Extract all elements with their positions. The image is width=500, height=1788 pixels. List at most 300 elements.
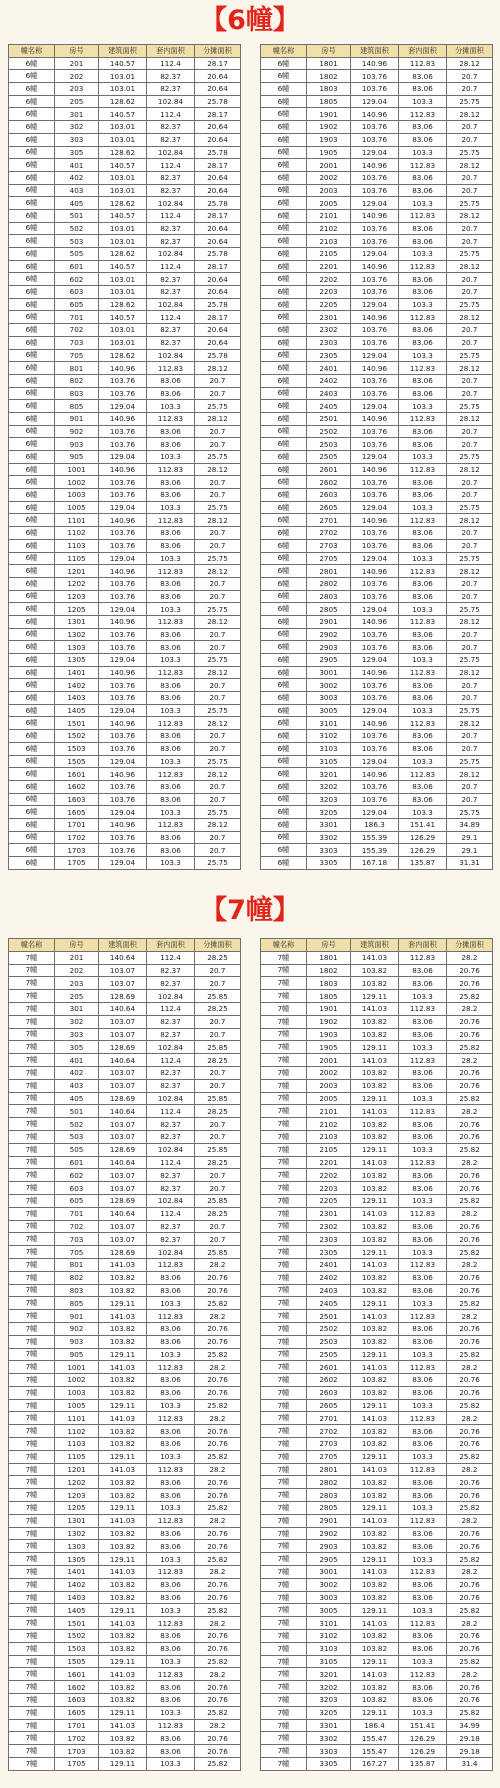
shared-area-cell: 25.78 [195, 95, 241, 108]
table-row [261, 704, 493, 717]
building-area-cell: 129.04 [351, 197, 399, 210]
table-row [9, 197, 241, 210]
shared-area-cell: 25.82 [447, 1041, 493, 1054]
table-row [261, 425, 493, 438]
inner-area-cell: 82.37 [147, 121, 195, 134]
column-header: 套内面积 [399, 939, 447, 952]
building-name-cell: 7幢 [261, 1297, 307, 1310]
building-area-cell: 103.82 [99, 1438, 147, 1451]
room-number-cell: 802 [55, 374, 99, 387]
shared-area-cell: 25.82 [447, 1399, 493, 1412]
room-number-cell: 3303 [307, 1745, 351, 1758]
building-area-cell: 140.64 [99, 1054, 147, 1067]
room-number-cell: 3002 [307, 679, 351, 692]
shared-area-cell: 28.17 [195, 57, 241, 70]
building-name-cell: 7幢 [9, 1322, 55, 1335]
shared-area-cell: 20.7 [447, 222, 493, 235]
shared-area-cell: 28.2 [447, 1258, 493, 1271]
building-name-cell: 7幢 [261, 977, 307, 990]
room-number-cell: 1502 [55, 730, 99, 743]
shared-area-cell: 20.76 [447, 1284, 493, 1297]
building-area-cell: 103.76 [351, 235, 399, 248]
table-row [9, 1489, 241, 1502]
table-row [9, 1553, 241, 1566]
building-area-cell: 141.03 [351, 1156, 399, 1169]
building-name-cell: 6幢 [9, 260, 55, 273]
room-number-cell: 1202 [55, 1476, 99, 1489]
building-area-cell: 103.07 [99, 1028, 147, 1041]
inner-area-cell: 102.84 [147, 1143, 195, 1156]
table-row [261, 1719, 493, 1732]
table-row [261, 412, 493, 425]
inner-area-cell: 112.4 [147, 260, 195, 273]
shared-area-cell: 25.78 [195, 146, 241, 159]
inner-area-cell: 83.06 [399, 577, 447, 590]
shared-area-cell: 20.76 [447, 1015, 493, 1028]
table-row [261, 197, 493, 210]
building-area-cell: 103.07 [99, 1066, 147, 1079]
table-row [9, 438, 241, 451]
table-row [261, 603, 493, 616]
shared-area-cell: 28.2 [447, 1514, 493, 1527]
inner-area-cell: 112.83 [147, 1719, 195, 1732]
room-number-cell: 202 [55, 70, 99, 83]
building-area-cell: 103.07 [99, 1079, 147, 1092]
room-number-cell: 2202 [307, 1169, 351, 1182]
building-name-cell: 7幢 [261, 1092, 307, 1105]
inner-area-cell: 82.37 [147, 133, 195, 146]
table-row [261, 1079, 493, 1092]
shared-area-cell: 20.76 [195, 1732, 241, 1745]
inner-area-cell: 83.06 [147, 374, 195, 387]
table-row [9, 1028, 241, 1041]
building-name-cell: 6幢 [261, 349, 307, 362]
building-name-cell: 7幢 [261, 1246, 307, 1259]
inner-area-cell: 82.37 [147, 1028, 195, 1041]
room-number-cell: 2502 [307, 425, 351, 438]
table-row [9, 1258, 241, 1271]
table-row [261, 1220, 493, 1233]
room-number-cell: 1202 [55, 577, 99, 590]
inner-area-cell: 83.06 [399, 1271, 447, 1284]
inner-area-cell: 103.3 [147, 1604, 195, 1617]
inner-area-cell: 103.3 [147, 1502, 195, 1515]
room-number-cell: 1401 [55, 666, 99, 679]
room-number-cell: 803 [55, 387, 99, 400]
inner-area-cell: 126.29 [399, 844, 447, 857]
building-name-cell: 7幢 [9, 1578, 55, 1591]
table-row [9, 1169, 241, 1182]
room-number-cell: 1603 [55, 793, 99, 806]
shared-area-cell: 25.75 [447, 197, 493, 210]
building-area-cell: 103.76 [351, 793, 399, 806]
table-row [9, 977, 241, 990]
building-name-cell: 7幢 [9, 1758, 55, 1771]
building-name-cell: 6幢 [9, 184, 55, 197]
building-area-cell: 103.76 [99, 577, 147, 590]
inner-area-cell: 112.83 [399, 1617, 447, 1630]
building-area-cell: 140.57 [99, 159, 147, 172]
shared-area-cell: 20.76 [447, 1681, 493, 1694]
shared-area-cell: 20.76 [447, 1066, 493, 1079]
table-row [261, 133, 493, 146]
building-name-cell: 6幢 [261, 260, 307, 273]
inner-area-cell: 103.3 [147, 1758, 195, 1771]
building-name-cell: 7幢 [261, 1412, 307, 1425]
building-name-cell: 7幢 [9, 990, 55, 1003]
shared-area-cell: 20.7 [195, 1220, 241, 1233]
shared-area-cell: 20.64 [195, 133, 241, 146]
shared-area-cell: 20.7 [447, 133, 493, 146]
table-row [261, 1399, 493, 1412]
inner-area-cell: 82.37 [147, 1233, 195, 1246]
shared-area-cell: 28.2 [195, 1514, 241, 1527]
inner-area-cell: 82.37 [147, 1220, 195, 1233]
inner-area-cell: 103.3 [399, 990, 447, 1003]
inner-area-cell: 103.3 [399, 1604, 447, 1617]
building-area-cell: 103.76 [351, 628, 399, 641]
shared-area-cell: 20.7 [195, 577, 241, 590]
building-area-cell: 103.01 [99, 184, 147, 197]
room-number-cell: 2605 [307, 1399, 351, 1412]
building-area-cell: 129.11 [351, 1348, 399, 1361]
building-name-cell: 6幢 [9, 489, 55, 502]
table-row [261, 451, 493, 464]
shared-area-cell: 28.12 [447, 159, 493, 172]
column-header: 建筑面积 [99, 45, 147, 58]
inner-area-cell: 83.06 [147, 742, 195, 755]
inner-area-cell: 83.06 [147, 1630, 195, 1643]
room-number-cell: 2003 [307, 1079, 351, 1092]
inner-area-cell: 102.84 [147, 990, 195, 1003]
table-row [261, 1386, 493, 1399]
shared-area-cell: 20.7 [447, 679, 493, 692]
room-number-cell: 1802 [307, 70, 351, 83]
inner-area-cell: 103.3 [399, 1143, 447, 1156]
building-name-cell: 6幢 [261, 755, 307, 768]
room-number-cell: 3102 [307, 1630, 351, 1643]
building-area-cell: 103.76 [351, 133, 399, 146]
building-name-cell: 6幢 [261, 476, 307, 489]
room-number-cell: 3003 [307, 1591, 351, 1604]
shared-area-cell: 25.75 [195, 451, 241, 464]
building-name-cell: 7幢 [9, 1194, 55, 1207]
inner-area-cell: 82.37 [147, 1130, 195, 1143]
inner-area-cell: 83.06 [399, 780, 447, 793]
shared-area-cell: 25.78 [195, 197, 241, 210]
inner-area-cell: 83.06 [399, 489, 447, 502]
shared-area-cell: 25.75 [447, 704, 493, 717]
column-header: 幢名称 [9, 45, 55, 58]
room-number-cell: 805 [55, 1297, 99, 1310]
building-area-cell: 129.04 [351, 95, 399, 108]
building-area-cell: 155.47 [351, 1745, 399, 1758]
shared-area-cell: 25.75 [195, 654, 241, 667]
building-area-cell: 103.76 [99, 387, 147, 400]
building-name-cell: 6幢 [261, 209, 307, 222]
room-number-cell: 1303 [55, 641, 99, 654]
building-area-cell: 128.62 [99, 197, 147, 210]
building-name-cell: 6幢 [261, 451, 307, 464]
room-number-cell: 3305 [307, 857, 351, 870]
room-number-cell: 2203 [307, 286, 351, 299]
building-area-cell: 140.96 [99, 768, 147, 781]
table-row [9, 1719, 241, 1732]
inner-area-cell: 83.06 [147, 489, 195, 502]
building-name-cell: 7幢 [9, 1118, 55, 1131]
room-number-cell: 1403 [55, 1591, 99, 1604]
shared-area-cell: 28.2 [447, 1566, 493, 1579]
table-row [9, 1617, 241, 1630]
building-area-cell: 167.18 [351, 857, 399, 870]
building-area-cell: 103.82 [99, 1591, 147, 1604]
room-number-cell: 1901 [307, 108, 351, 121]
building-area-cell: 103.76 [99, 628, 147, 641]
building-name-cell: 6幢 [9, 248, 55, 261]
shared-area-cell: 25.82 [447, 1553, 493, 1566]
inner-area-cell: 83.06 [399, 539, 447, 552]
shared-area-cell: 20.76 [447, 1233, 493, 1246]
room-number-cell: 1405 [55, 704, 99, 717]
table-row [9, 577, 241, 590]
table-row [261, 1732, 493, 1745]
table-row [261, 1335, 493, 1348]
building-area-cell: 129.11 [99, 1348, 147, 1361]
building-name-cell: 6幢 [261, 514, 307, 527]
room-number-cell: 2002 [307, 171, 351, 184]
building-name-cell: 6幢 [9, 539, 55, 552]
building-name-cell: 6幢 [261, 438, 307, 451]
shared-area-cell: 28.12 [195, 463, 241, 476]
table-row [9, 1066, 241, 1079]
shared-area-cell: 25.82 [447, 1246, 493, 1259]
inner-area-cell: 83.06 [399, 1578, 447, 1591]
building-name-cell: 7幢 [261, 1105, 307, 1118]
inner-area-cell: 83.06 [399, 1681, 447, 1694]
building-name-cell: 6幢 [9, 159, 55, 172]
inner-area-cell: 83.06 [399, 133, 447, 146]
inner-area-cell: 112.83 [147, 666, 195, 679]
shared-area-cell: 28.2 [195, 1258, 241, 1271]
building-area-cell: 103.76 [99, 679, 147, 692]
room-number-cell: 2505 [307, 1348, 351, 1361]
shared-area-cell: 20.7 [447, 742, 493, 755]
inner-area-cell: 112.83 [147, 1258, 195, 1271]
table-row [9, 1361, 241, 1374]
building-area-cell: 103.76 [351, 121, 399, 134]
building-area-cell: 141.03 [99, 1514, 147, 1527]
building-name-cell: 6幢 [261, 539, 307, 552]
inner-area-cell: 126.29 [399, 1732, 447, 1745]
room-number-cell: 2602 [307, 1374, 351, 1387]
shared-area-cell: 20.76 [447, 1527, 493, 1540]
building-area-cell: 155.39 [351, 831, 399, 844]
room-number-cell: 703 [55, 336, 99, 349]
shared-area-cell: 28.12 [447, 565, 493, 578]
room-number-cell: 502 [55, 222, 99, 235]
inner-area-cell: 83.06 [399, 1527, 447, 1540]
room-number-cell: 3005 [307, 1604, 351, 1617]
building-area-cell: 128.69 [99, 1092, 147, 1105]
building-area-cell: 103.01 [99, 121, 147, 134]
room-number-cell: 405 [55, 1092, 99, 1105]
inner-area-cell: 112.83 [147, 1463, 195, 1476]
shared-area-cell: 28.12 [195, 818, 241, 831]
building-area-cell: 103.76 [351, 742, 399, 755]
shared-area-cell: 31.31 [447, 857, 493, 870]
inner-area-cell: 82.37 [147, 184, 195, 197]
building-area-cell: 103.07 [99, 1015, 147, 1028]
inner-area-cell: 112.83 [399, 717, 447, 730]
table-row [261, 1425, 493, 1438]
room-number-cell: 305 [55, 1041, 99, 1054]
shared-area-cell: 20.76 [447, 1630, 493, 1643]
shared-area-cell: 20.76 [447, 1578, 493, 1591]
building-area-cell: 103.76 [351, 679, 399, 692]
shared-area-cell: 25.75 [195, 603, 241, 616]
building-area-cell: 129.04 [351, 552, 399, 565]
table-row [261, 539, 493, 552]
building-area-cell: 103.07 [99, 977, 147, 990]
inner-area-cell: 83.06 [399, 742, 447, 755]
building-area-cell: 103.01 [99, 273, 147, 286]
room-number-cell: 3201 [307, 768, 351, 781]
room-number-cell: 1602 [55, 1681, 99, 1694]
building-name-cell: 6幢 [9, 666, 55, 679]
shared-area-cell: 20.7 [195, 780, 241, 793]
shared-area-cell: 25.85 [195, 1092, 241, 1105]
table-header-row [9, 45, 241, 58]
table-row [9, 222, 241, 235]
building-area-cell: 103.82 [351, 1322, 399, 1335]
building-area-cell: 141.03 [351, 1361, 399, 1374]
inner-area-cell: 103.3 [399, 654, 447, 667]
table-row [9, 1374, 241, 1387]
inner-area-cell: 112.83 [399, 1207, 447, 1220]
room-number-cell: 1302 [55, 628, 99, 641]
table-row [261, 1758, 493, 1771]
building-name-cell: 6幢 [261, 463, 307, 476]
shared-area-cell: 25.82 [447, 1502, 493, 1515]
shared-area-cell: 28.2 [195, 1617, 241, 1630]
room-number-cell: 1005 [55, 501, 99, 514]
building-area-cell: 141.03 [351, 1566, 399, 1579]
room-number-cell: 705 [55, 1246, 99, 1259]
shared-area-cell: 20.76 [195, 1540, 241, 1553]
building-name-cell: 7幢 [261, 1425, 307, 1438]
building-area-cell: 129.04 [99, 704, 147, 717]
building-name-cell: 7幢 [261, 1745, 307, 1758]
table-row [261, 742, 493, 755]
room-number-cell: 1301 [55, 1514, 99, 1527]
building-name-cell: 7幢 [9, 1258, 55, 1271]
shared-area-cell: 20.76 [195, 1681, 241, 1694]
table-row [9, 704, 241, 717]
room-number-cell: 1405 [55, 1604, 99, 1617]
table-row [9, 565, 241, 578]
table-row [261, 590, 493, 603]
table-row [261, 1604, 493, 1617]
shared-area-cell: 20.7 [447, 83, 493, 96]
table-row [9, 1425, 241, 1438]
shared-area-cell: 20.64 [195, 222, 241, 235]
shared-area-cell: 20.7 [195, 1015, 241, 1028]
shared-area-cell: 20.7 [447, 324, 493, 337]
room-number-cell: 601 [55, 1156, 99, 1169]
table-row [9, 286, 241, 299]
inner-area-cell: 83.06 [147, 780, 195, 793]
room-number-cell: 2902 [307, 628, 351, 641]
building-name-cell: 7幢 [9, 1361, 55, 1374]
inner-area-cell: 103.3 [399, 1297, 447, 1310]
inner-area-cell: 112.4 [147, 1054, 195, 1067]
building-name-cell: 7幢 [9, 1502, 55, 1515]
building-area-cell: 186.4 [351, 1719, 399, 1732]
shared-area-cell: 20.7 [195, 628, 241, 641]
table-row [261, 171, 493, 184]
room-number-cell: 1601 [55, 1668, 99, 1681]
building-name-cell: 6幢 [261, 95, 307, 108]
building-area-cell: 155.47 [351, 1732, 399, 1745]
shared-area-cell: 25.82 [447, 1450, 493, 1463]
table-row [9, 1335, 241, 1348]
shared-area-cell: 20.76 [447, 1118, 493, 1131]
table-row [261, 1617, 493, 1630]
table-row [261, 768, 493, 781]
building-name-cell: 7幢 [9, 1169, 55, 1182]
building-name-cell: 7幢 [261, 1361, 307, 1374]
table-header-row [9, 939, 241, 952]
building-area-cell: 129.04 [99, 806, 147, 819]
shared-area-cell: 25.75 [447, 146, 493, 159]
building-7-title: 【7幢】 [200, 895, 300, 926]
room-number-cell: 1203 [55, 590, 99, 603]
table-row [9, 1182, 241, 1195]
shared-area-cell: 20.7 [447, 438, 493, 451]
room-number-cell: 2202 [307, 273, 351, 286]
table-row [9, 1310, 241, 1323]
building-area-cell: 103.82 [99, 1476, 147, 1489]
inner-area-cell: 102.84 [147, 1092, 195, 1105]
table-row [261, 831, 493, 844]
shared-area-cell: 20.76 [195, 1335, 241, 1348]
building-name-cell: 6幢 [261, 793, 307, 806]
shared-area-cell: 20.7 [447, 692, 493, 705]
inner-area-cell: 112.83 [147, 463, 195, 476]
table-row [261, 70, 493, 83]
inner-area-cell: 112.83 [399, 57, 447, 70]
building-area-cell: 103.82 [351, 1386, 399, 1399]
building-6-table-left [8, 44, 241, 870]
building-name-cell: 7幢 [261, 1476, 307, 1489]
shared-area-cell: 20.7 [447, 121, 493, 134]
building-name-cell: 6幢 [9, 209, 55, 222]
table-row [9, 831, 241, 844]
room-number-cell: 201 [55, 951, 99, 964]
shared-area-cell: 25.82 [195, 1655, 241, 1668]
inner-area-cell: 83.06 [399, 1066, 447, 1079]
table-row [9, 260, 241, 273]
shared-area-cell: 25.82 [447, 1604, 493, 1617]
shared-area-cell: 28.12 [447, 362, 493, 375]
table-row [261, 501, 493, 514]
building-area-cell: 103.76 [351, 273, 399, 286]
table-row [261, 552, 493, 565]
building-area-cell: 103.76 [351, 70, 399, 83]
building-area-cell: 129.11 [99, 1553, 147, 1566]
table-row [9, 1194, 241, 1207]
room-number-cell: 2702 [307, 1425, 351, 1438]
